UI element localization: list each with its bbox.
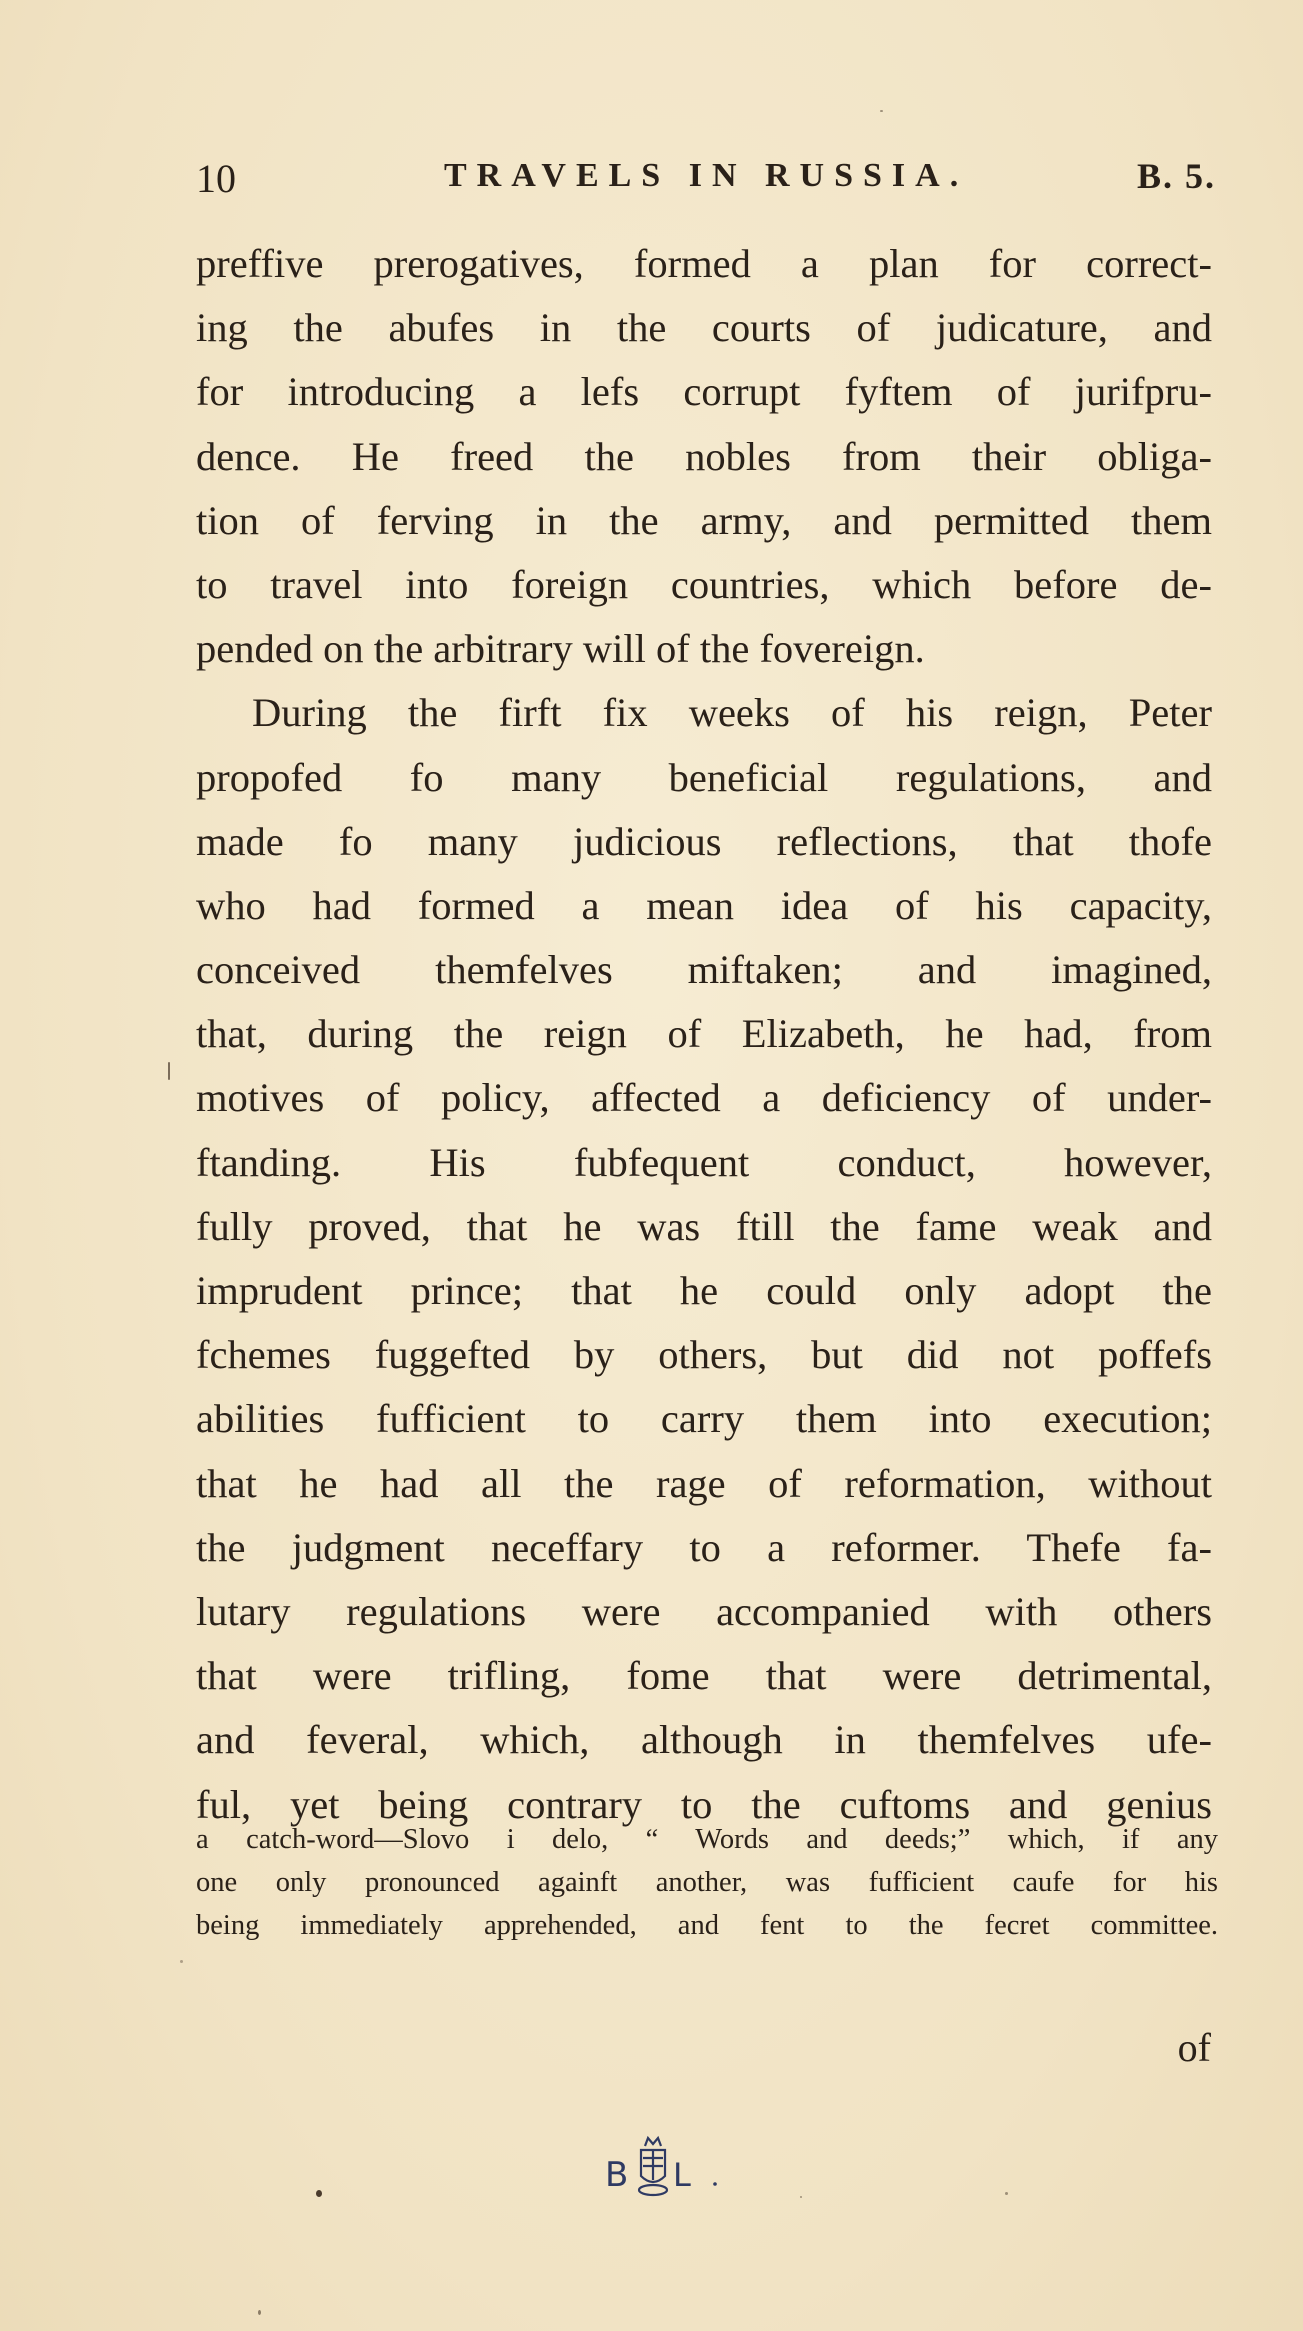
ink-speck — [970, 980, 973, 983]
text-line: lutary regulations were accompanied with others — [196, 1588, 1212, 1634]
book-reference: B. 5. — [1136, 156, 1216, 196]
text-line: During the firft fix weeks of his reign, Peter — [252, 690, 1212, 736]
text-line: abilities fufficient to carry them into execution; — [196, 1396, 1212, 1442]
running-header — [196, 155, 1216, 205]
ink-speck — [1005, 2192, 1008, 2195]
text-line: conceived themfelves miftaken; and imagined, — [196, 947, 1212, 993]
text-line: fully proved, that he was ftill the fame weak and — [196, 1203, 1212, 1249]
stamp-letter-left: B — [605, 2155, 629, 2195]
text-line: for introducing a lefs corrupt fyftem of jurifpru- — [196, 369, 1212, 415]
ink-speck — [168, 1062, 170, 1080]
text-line: ful, yet being contrary to the cuftoms and genius — [196, 1781, 1212, 1827]
footnote — [196, 1818, 1218, 1947]
library-crest-stamp-icon — [603, 2128, 723, 2208]
catchword: of — [1177, 2025, 1211, 2070]
page-number: 10 — [196, 156, 236, 201]
text-line: that he had all the rage of reformation, without — [196, 1460, 1212, 1506]
stamp-letter-right: L — [673, 2156, 691, 2194]
text-line: motives of policy, affected a deficiency of under- — [196, 1075, 1212, 1121]
footnote-line: being immediately apprehended, and fent to the fecret committee. — [196, 1910, 1218, 1941]
ink-speck — [180, 1960, 183, 1963]
text-line: ing the abufes in the courts of judicature, and — [196, 305, 1212, 351]
text-line: to travel into foreign countries, which before de- — [196, 561, 1212, 607]
running-title: TRAVELS IN RUSSIA. — [444, 157, 969, 194]
text-line: propofed fo many beneficial regulations, and — [196, 754, 1212, 800]
text-line: that were trifling, fome that were detrimental, — [196, 1653, 1212, 1699]
text-line: fchemes fuggefted by others, but did not poffefs — [196, 1332, 1212, 1378]
ink-speck — [800, 2196, 802, 2198]
ink-speck — [880, 110, 883, 112]
text-line: dence. He freed the nobles from their obliga- — [196, 433, 1212, 479]
body-text — [196, 232, 1212, 1837]
footnote-line: a catch-word—Slovo i delo, “ Words and deeds;” which, if any — [196, 1824, 1218, 1855]
text-line: pended on the arbitrary will of the fovereign. — [196, 626, 925, 672]
text-line: tion of ferving in the army, and permitted them — [196, 497, 1212, 543]
text-line: who had formed a mean idea of his capacity, — [196, 882, 1212, 928]
text-line: preffive prerogatives, formed a plan for correct- — [196, 241, 1212, 286]
ink-speck — [258, 2310, 261, 2315]
text-line: the judgment neceffary to a reformer. Thefe fa- — [196, 1524, 1212, 1570]
text-line: imprudent prince; that he could only adopt the — [196, 1268, 1212, 1313]
text-line: ftanding. His fubfequent conduct, however, — [196, 1139, 1212, 1185]
text-line: made fo many judicious reflections, that thofe — [196, 818, 1212, 864]
text-line: and feveral, which, although in themfelves ufe- — [196, 1717, 1212, 1763]
ink-speck — [316, 2190, 322, 2197]
footnote-line: one only pronounced againft another, was fufficient caufe for his — [196, 1867, 1218, 1898]
text-line: that, during the reign of Elizabeth, he had, from — [196, 1011, 1212, 1057]
